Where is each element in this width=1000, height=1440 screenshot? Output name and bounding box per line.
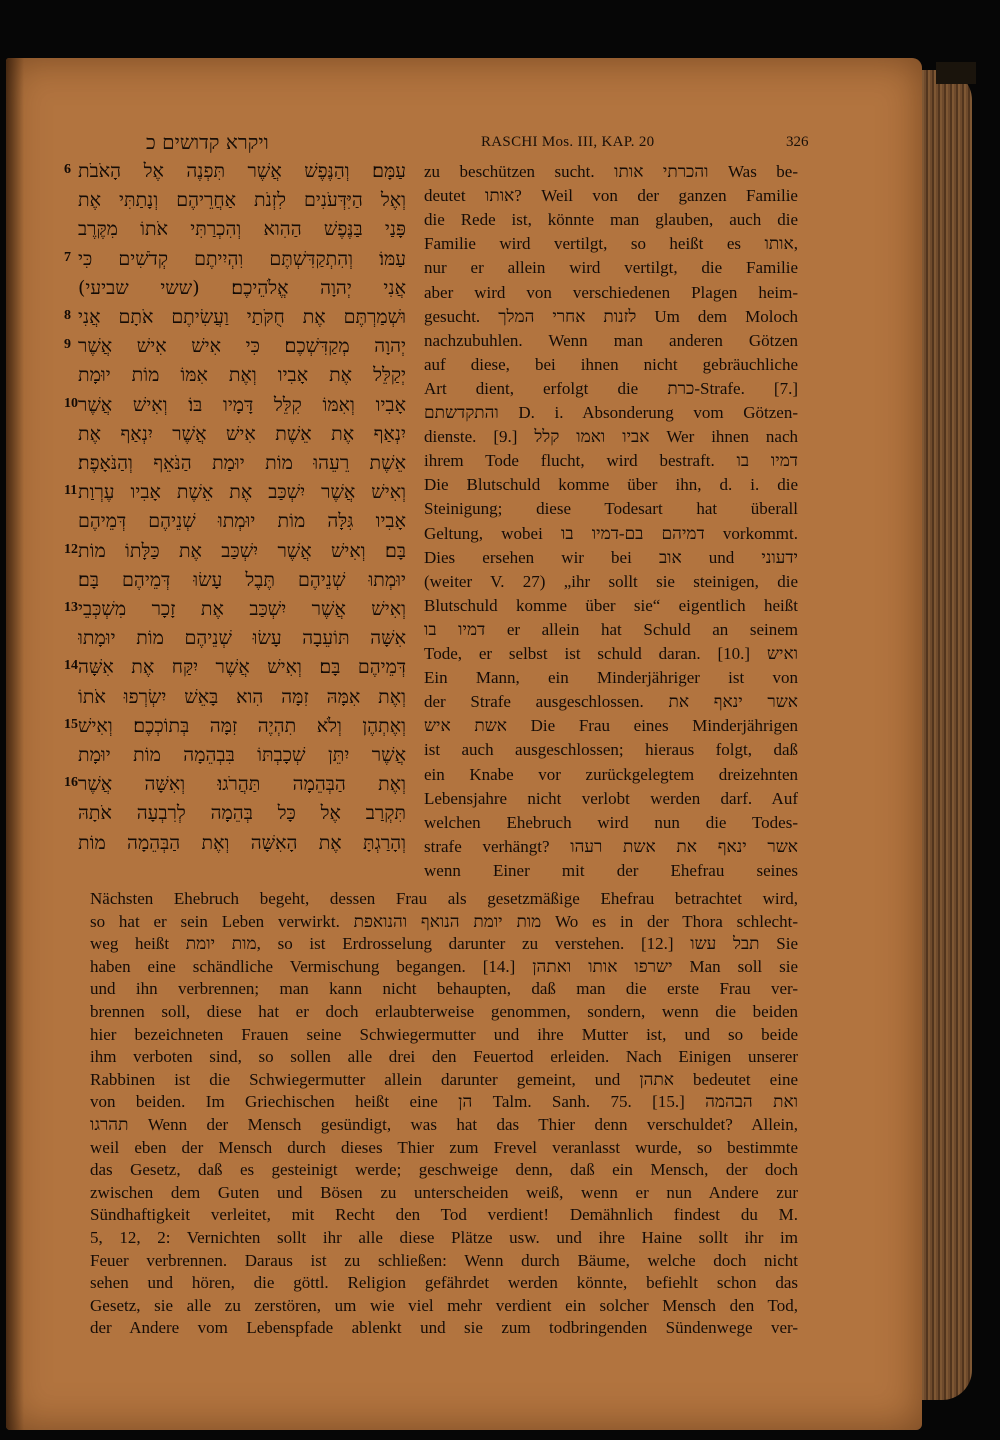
commentary-line: gesucht. לזנות אחרי המלך Um dem Moloch	[424, 306, 798, 326]
verse-number: 13	[64, 600, 78, 615]
hebrew-line: אֵשֶׁת רֵעֵהוּ מוֹת יוּמַת הַנֹּאֵף וְהַנֹּאָפֶת׃	[78, 452, 406, 474]
hebrew-line: עַמּוֹ׃ וְהִתְקַדִּשְׁתֶּם וִהְיִיתֶם קְדֹשִׁים כִּי	[78, 247, 406, 270]
commentary-line: dienste. [9.] אביו ואמו קלל Wer ihnen nach	[424, 427, 798, 447]
hebrew-line: יוּמְתוּ שְׁנֵיהֶם תֶּבֶל עָשׂוּ דְּמֵיהֶם בָּם׃	[78, 568, 406, 591]
commentary-line: Ein Mann, ein Minderjähriger ist von	[424, 668, 798, 688]
commentary-full-width	[90, 886, 798, 1346]
verse-number: 12	[64, 541, 78, 557]
commentary-line: ist auch ausgeschlossen; hieraus folgt, daß	[424, 740, 798, 760]
commentary-line: auf diese, bei ihnen nicht gebräuchliche	[424, 354, 798, 374]
commentary-full-line: von beiden. Im Griechischen heißt eine הן Talm. Sanh. 75. [15.] ואת הבהמה	[90, 1092, 798, 1112]
commentary-full-line: sehen und hören, die göttl. Religion gefährdet werden könnte, befiehlt schon das	[90, 1273, 798, 1293]
commentary-line: Geltung, wobei דמיהם בם-דמיו בו vorkommt.	[424, 523, 798, 543]
hebrew-line: יְקַלֵּל אֶת אָבִיו וְאֶת אִמּוֹ מוֹת יוּמָת	[78, 364, 406, 387]
verse-number: 7	[64, 249, 71, 265]
commentary-line: der Strafe ausgeschlossen. אשר ינאף את	[424, 692, 798, 712]
commentary-full-line: der Andere vom Lebenspfade ablenkt und sie zum todbringenden Sündenwege ver-	[90, 1318, 798, 1338]
hebrew-line: וְאֶל הַיִּדְּעֹנִים לִזְנֹת אַחֲרֵיהֶם וְנָתַתִּי אֶת	[78, 189, 406, 212]
hebrew-line: תִּקְרַב אֶל כָּל בְּהֵמָה לְרִבְעָה אֹתָהּ	[78, 802, 406, 825]
hebrew-line: וְאִישׁ אֲשֶׁר יִשְׁכַּב אֶת אֵשֶׁת אָבִיו עֶרְוַת	[78, 481, 406, 504]
commentary-line: die Rede ist, könnte man glauben, auch die	[424, 210, 798, 230]
commentary-full-line: und ihn verbrennen; man kann nicht behaupten, daß man die erste Frau ver-	[90, 979, 798, 999]
commentary-line: ein Knabe vor zurückgelegtem dreizehnten	[424, 764, 798, 784]
commentary-line: אשת איש Die Frau eines Minderjährigen	[424, 716, 798, 736]
commentary-line: Steinigung; diese Todesart hat überall	[424, 499, 798, 519]
commentary-full-line: Feuer verbrennen. Daraus ist zu schließen: Wenn durch Bäume, welche doch nicht	[90, 1250, 798, 1270]
commentary-line: welchen Ehebruch wird nun die Todes-	[424, 812, 798, 832]
commentary-line: strafe verhängt? אשר ינאף את אשת רעהו	[424, 836, 798, 856]
page-header	[6, 130, 922, 154]
commentary-line: wenn Einer mit der Ehefrau seines	[424, 860, 798, 880]
commentary-full-line: Nächsten Ehebruch begeht, dessen Frau als gesetzmäßige Ehefrau betrachtet wird,	[90, 889, 798, 908]
commentary-line: (weiter V. 27) „ihr sollt sie steinigen, die	[424, 571, 798, 591]
verse-number: 8	[64, 308, 71, 323]
hebrew-line: אֲשֶׁר יִתֵּן שְׁכָבְתּוֹ בִּבְהֵמָה מוֹת יוּמָת	[78, 744, 406, 766]
hebrew-line: וְאֶת אִמָּהּ זִמָּה הִוא בָּאֵשׁ יִשְׂרְפוּ אֹתוֹ	[78, 685, 406, 708]
commentary-line: Tode, er selbst ist schuld daran. [10.] ואיש	[424, 644, 798, 663]
commentary-full-line: Rabbinen ist die Schwiegermutter allein darunter gemeint, und אתהן bedeutet eine	[90, 1069, 798, 1089]
verse-number: 10	[64, 395, 78, 411]
hebrew-running-title: ויקרא קדושים כ	[146, 130, 269, 154]
commentary-line: Familie wird vertilgt, so heißt es אותו,	[424, 234, 798, 254]
commentary-full-line: so hat er sein Leben verwirkt. מות יומת הנואף והנואפת Wo es in der Thora schlecht-	[90, 911, 798, 931]
torn-corner	[936, 62, 976, 84]
commentary-line: והתקדשתם D. i. Absonderung vom Götzen-	[424, 403, 798, 422]
commentary-line: ihrem Tode flucht, wird bestraft. דמיו בו	[424, 451, 798, 471]
commentary-line: nachzubuhlen. Wenn man anderen Götzen	[424, 330, 798, 350]
commentary-full-line: weg heißt מות יומת, so ist Erdrosselung darunter zu verstehen. [12.] תבל עשו Sie	[90, 934, 798, 954]
hebrew-line: וְאֶתְהֶן וְלֹא תִהְיֶה זִמָּה בְּתוֹכְכֶם׃ וְאִישׁ	[78, 714, 406, 737]
commentary-full-line: Sündhaftigkeit verleitet, mit Recht den Tod verdient! Demähnlich findest du M.	[90, 1205, 798, 1225]
hebrew-line: בָּם׃ וְאִישׁ אֲשֶׁר יִשְׁכַּב אֶת כַּלָּתוֹ מוֹת	[78, 539, 406, 562]
commentary-full-line: zwischen dem Guten und Bösen zu unterscheiden weiß, wenn er nun Andere zur	[90, 1182, 798, 1202]
hebrew-line: וְהָרַגְתָּ אֶת הָאִשָּׁה וְאֶת הַבְּהֵמָה מוֹת	[78, 831, 406, 854]
commentary-column	[424, 158, 798, 884]
hebrew-line: יִנְאַף אֶת אֵשֶׁת אִישׁ אֲשֶׁר יִנְאַף אֶת	[78, 422, 406, 445]
commentary-line: Blutschuld komme über sie“ eigentlich heißt	[424, 595, 798, 615]
hebrew-line: אָבִיו גִּלָּה מוֹת יוּמְתוּ שְׁנֵיהֶם דְּמֵיהֶם	[78, 510, 406, 533]
hebrew-line: אִשָּׁה תּוֹעֵבָה עָשׂוּ שְׁנֵיהֶם מוֹת יוּמָתוּ	[78, 627, 406, 650]
commentary-full-line: das Gesetz, daß es gesteinigt werde; geschweige denn, daß ein Mensch, der doch	[90, 1160, 798, 1180]
commentary-line: aber wird von verschiedenen Plagen heim-	[424, 282, 798, 302]
commentary-line: Dies ersehen wir bei אוב und ידעוני	[424, 547, 798, 567]
hebrew-line: וּשְׁמַרְתֶּם אֶת חֻקֹּתַי וַעֲשִׂיתֶם אֹתָם אֲנִי	[78, 306, 406, 328]
hebrew-line: וְאֶת הַבְּהֵמָה תַּהֲרֹגוּ׃ וְאִשָּׁה אֲשֶׁר	[78, 773, 406, 796]
verse-number: 6	[64, 162, 71, 177]
spine-shadow	[6, 58, 24, 1430]
hebrew-line: יְהוָה מְקַדִּשְׁכֶם׃ כִּי אִישׁ אִישׁ אֲשֶׁר	[78, 335, 406, 358]
page-number: 326	[786, 134, 809, 150]
hebrew-line: עַמָּם׃ וְהַנֶּפֶשׁ אֲשֶׁר תִּפְנֶה אֶל הָאֹבֹת	[78, 160, 406, 182]
hebrew-line: וְאִישׁ אֲשֶׁר יִשְׁכַּב אֶת זָכָר מִשְׁכְּבֵי	[78, 598, 406, 620]
commentary-full-line: weil eben der Mensch durch dieses Thier zum Frevel veranlasst wurde, so bestimmte	[90, 1137, 798, 1157]
hebrew-line: אָבִיו וְאִמּוֹ קִלֵּל דָּמָיו בּוֹ׃ וְאִישׁ אֲשֶׁר	[78, 393, 406, 416]
commentary-full-line: 5, 12, 2: Vernichten sollt ihr alle diese Plätze usw. und ihre Haine sollt ihr im	[90, 1228, 798, 1247]
verse-number: 15	[64, 716, 78, 732]
commentary-line: Die Blutschuld komme über ihn, d. i. die	[424, 475, 798, 495]
hebrew-text-column	[64, 158, 406, 860]
commentary-line: דמיו בו er allein hat Schuld an seinem	[424, 619, 798, 639]
commentary-line: Art dient, erfolgt die כרת-Strafe. [7.]	[424, 378, 798, 398]
book-page	[6, 58, 922, 1430]
verse-number: 9	[64, 337, 71, 353]
commentary-line: nur er allein wird vertilgt, die Familie	[424, 258, 798, 278]
commentary-full-line: brennen soll, diese hat er doch erlaubterweise genommen, sondern, wenn die beiden	[90, 1002, 798, 1021]
commentary-full-line: ihm verboten sind, so sollen alle drei den Feuertod erleiden. Nach Einigen unserer	[90, 1047, 798, 1067]
commentary-full-line: haben eine schändliche Vermischung begangen. [14.] ישרפו אותו ואתהן Man soll sie	[90, 956, 798, 976]
hebrew-line: פָּנַי בַּנֶּפֶשׁ הַהִוא וְהִכְרַתִּי אֹתוֹ מִקֶּרֶב	[78, 218, 406, 241]
commentary-full-line: Gesetz, sie alle zu zerstören, um wie viel mehr verdient ein solcher Mensch den Tod,	[90, 1295, 798, 1315]
commentary-full-line: hier bezeichneten Frauen seine Schwiegermutter und ihre Mutter ist, und so beide	[90, 1024, 798, 1044]
running-head: RASCHI Mos. III, KAP. 20	[481, 134, 655, 150]
verse-number: 11	[64, 483, 78, 499]
commentary-line: zu beschützen sucht. והכרתי אותו Was be-	[424, 162, 798, 181]
commentary-line: deutet אותו? Weil von der ganzen Familie	[424, 186, 798, 206]
hebrew-line: אֲנִי יְהוָה אֱלֹהֵיכֶם׃ (ששי שביעי)	[78, 276, 406, 299]
commentary-full-line: תהרגו Wenn der Mensch gesündigt, was hat das Thier denn verschuldet? Allein,	[90, 1115, 798, 1134]
hebrew-line: דְּמֵיהֶם בָּם׃ וְאִישׁ אֲשֶׁר יִקַּח אֶת אִשָּׁה	[78, 656, 406, 679]
verse-number: 14	[64, 658, 78, 674]
verse-number: 16	[64, 775, 78, 791]
commentary-line: Lebensjahre nicht verlobt werden darf. Auf	[424, 788, 798, 808]
